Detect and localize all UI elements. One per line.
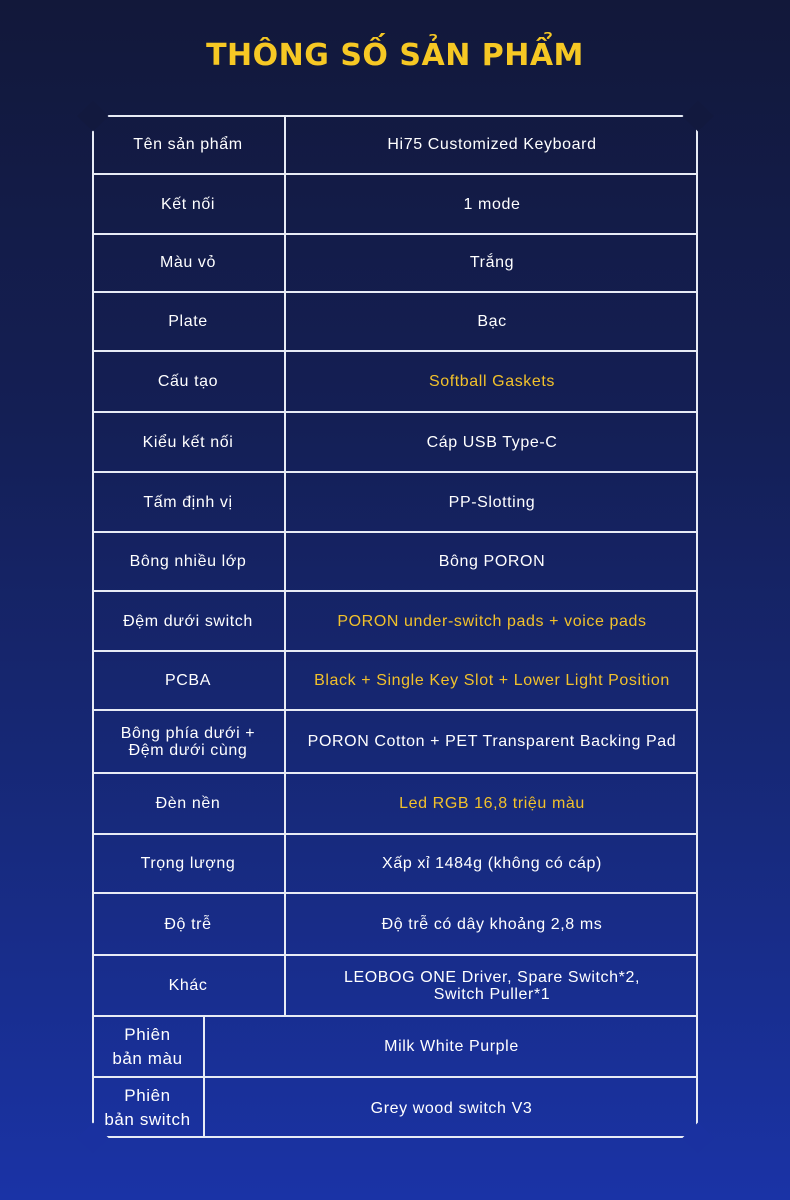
- spec-row: [92, 652, 698, 711]
- spec-value: Grey wood switch V3: [370, 1099, 533, 1117]
- page-title: THÔNG SỐ SẢN PHẨM: [206, 38, 584, 73]
- spec-label: Tấm định vị: [92, 473, 286, 531]
- spec-value: Softball Gaskets: [428, 373, 556, 390]
- spec-row: [92, 894, 698, 956]
- spec-value: Độ trễ có dây khoảng 2,8 ms: [381, 915, 603, 933]
- spec-label: Đệm dưới switch: [92, 592, 286, 650]
- spec-label: Tên sản phẩm: [92, 115, 286, 173]
- spec-value: Cáp USB Type-C: [426, 433, 558, 451]
- spec-label: Phiên bản màu: [92, 1017, 205, 1076]
- spec-row: [92, 352, 698, 413]
- spec-row: [92, 473, 698, 533]
- spec-value: Bạc: [477, 313, 507, 330]
- spec-value: PORON under-switch pads + voice pads: [337, 612, 647, 630]
- spec-value: PORON Cotton + PET Transparent Backing Pad: [307, 733, 677, 750]
- spec-value: Trắng: [469, 254, 515, 271]
- spec-row: [92, 115, 698, 175]
- spec-row: [92, 293, 698, 352]
- spec-row: [92, 1078, 698, 1138]
- spec-value: 1 mode: [463, 195, 521, 213]
- spec-row: [92, 533, 698, 592]
- spec-row: [92, 234, 698, 293]
- spec-label: Plate: [92, 293, 286, 350]
- spec-row: [92, 774, 698, 835]
- spec-value: Hi75 Customized Keyboard: [387, 135, 597, 153]
- spec-row: [92, 1017, 698, 1078]
- spec-label: Kiểu kết nối: [92, 413, 286, 471]
- spec-row: [92, 592, 698, 652]
- spec-value: Milk White Purple: [384, 1038, 519, 1055]
- spec-label: Bông phía dưới + Đệm dưới cùng: [92, 711, 286, 772]
- spec-value: Xấp xỉ 1484g (không có cáp): [382, 855, 602, 872]
- spec-value: PP-Slotting: [448, 493, 536, 511]
- spec-row: [92, 956, 698, 1017]
- spec-row: [92, 175, 698, 235]
- spec-value: Led RGB 16,8 triệu màu: [399, 795, 585, 812]
- spec-value: Bông PORON: [438, 553, 546, 570]
- spec-label: Khác: [92, 956, 286, 1015]
- spec-row: [92, 413, 698, 473]
- spec-label: Trọng lượng: [92, 835, 286, 892]
- spec-row: [92, 711, 698, 774]
- spec-label: Cấu tạo: [92, 352, 286, 411]
- spec-row: [92, 835, 698, 894]
- spec-label: Kết nối: [92, 175, 286, 233]
- spec-value: Black + Single Key Slot + Lower Light Position: [314, 672, 670, 689]
- spec-label: Bông nhiều lớp: [92, 533, 286, 590]
- spec-label: PCBA: [92, 652, 286, 709]
- spec-label: Phiên bản switch: [92, 1078, 205, 1138]
- spec-label: Màu vỏ: [92, 234, 286, 291]
- spec-label: Đèn nền: [92, 774, 286, 833]
- spec-value: LEOBOG ONE Driver, Spare Switch*2, Switch Puller*1: [343, 968, 641, 1003]
- spec-label: Độ trễ: [92, 894, 286, 954]
